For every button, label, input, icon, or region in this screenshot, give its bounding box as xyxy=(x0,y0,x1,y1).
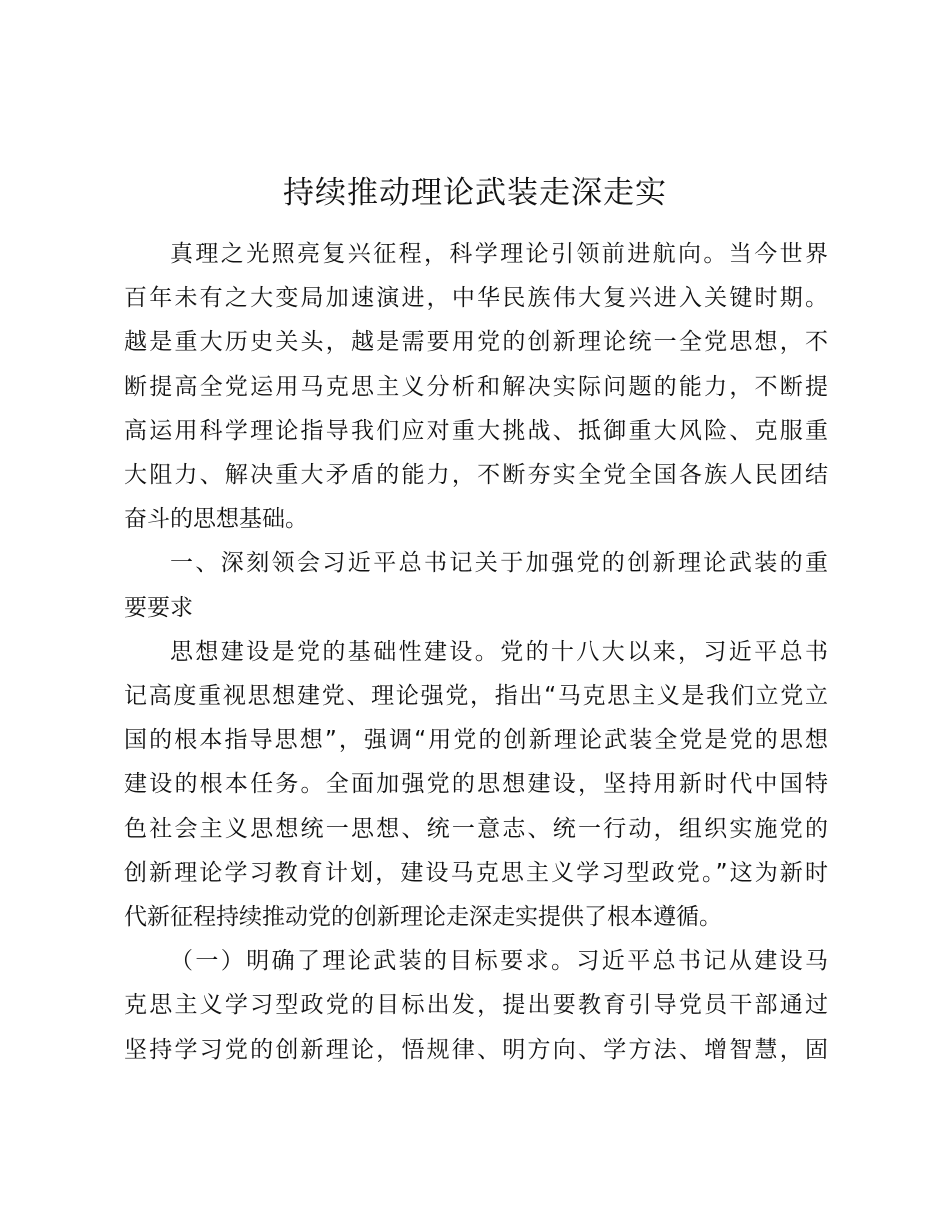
text-line: 奋斗的思想基础。 xyxy=(124,506,308,533)
text-line: （一）明确了理论武装的目标要求。习近平总书记从建设马 xyxy=(170,948,828,975)
text-line: 记高度重视思想建党、理论强党，指出“马克思主义是我们立党立 xyxy=(124,683,828,710)
text-line: 高运用科学理论指导我们应对重大挑战、抵御重大风险、克服重 xyxy=(124,417,828,444)
text-line: 代新征程持续推动党的创新理论走深走实提供了根本遵循。 xyxy=(124,904,722,931)
text-line: 百年未有之大变局加速演进，中华民族伟大复兴进入关键时期。 xyxy=(124,285,828,312)
text-line: 真理之光照亮复兴征程，科学理论引领前进航向。当今世界 xyxy=(170,241,828,267)
text-line: 一、深刻领会习近平总书记关于加强党的创新理论武装的重 xyxy=(170,550,828,577)
text-line: 大阻力、解决重大矛盾的能力，不断夯实全党全国各族人民团结 xyxy=(124,462,828,489)
paragraph-thought-building xyxy=(124,630,828,939)
text-line: 思想建设是党的基础性建设。党的十八大以来，习近平总书 xyxy=(170,638,828,665)
text-line: 越是重大历史关头，越是需要用党的创新理论统一全党思想，不 xyxy=(124,329,828,356)
document-body xyxy=(124,232,828,1072)
paragraph-subsection-1 xyxy=(124,939,828,1072)
document-title: 持续推动理论武装走深走实 xyxy=(283,175,667,211)
text-line: 克思主义学习型政党的目标出发，提出要教育引导党员干部通过 xyxy=(124,992,828,1019)
section-heading-1 xyxy=(124,541,828,629)
text-line: 断提高全党运用马克思主义分析和解决实际问题的能力，不断提 xyxy=(124,373,828,400)
text-line: 色社会主义思想统一思想、统一意志、统一行动，组织实施党的 xyxy=(124,815,828,842)
text-line: 国的根本指导思想”，强调“用党的创新理论武装全党是党的思想 xyxy=(124,727,828,754)
text-line: 建设的根本任务。全面加强党的思想建设，坚持用新时代中国特 xyxy=(124,771,828,798)
text-line: 坚持学习党的创新理论，悟规律、明方向、学方法、增智慧，固 xyxy=(124,1036,828,1063)
text-line: 创新理论学习教育计划，建设马克思主义学习型政党。”这为新时 xyxy=(124,859,828,886)
text-line: 要要求 xyxy=(124,594,193,621)
paragraph-intro xyxy=(124,232,828,541)
